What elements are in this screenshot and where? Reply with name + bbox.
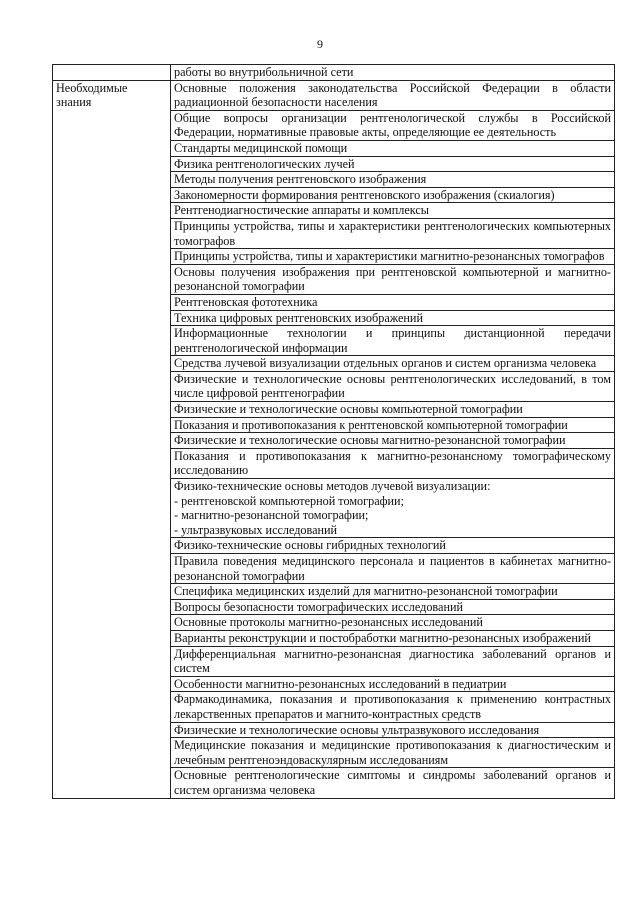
methods-subitem: - магнитно-резонансной томографии; <box>174 508 369 523</box>
knowledge-item: Физические и технологические основы ультразвукового исследования <box>171 722 615 738</box>
knowledge-item: Фармакодинамика, показания и противопоказания к применению контрастных лекарственных препаратов и магнито-контрастных средств <box>171 692 615 722</box>
methods-subitem: - рентгеновской компьютерной томографии; <box>174 493 404 508</box>
knowledge-item: Рентгенодиагностические аппараты и комплексы <box>171 203 615 219</box>
continuation-text: работы во внутрибольничной сети <box>171 65 615 81</box>
section-label <box>53 80 171 798</box>
knowledge-item: Физические и технологические основы магнитно-резонансной томографии <box>171 433 615 449</box>
knowledge-item: Дифференциальная магнитно-резонансная диагностика заболеваний органов и систем <box>171 646 615 676</box>
knowledge-item: Вопросы безопасности томографических исследований <box>171 599 615 615</box>
knowledge-item: Физика рентгенологических лучей <box>171 156 615 172</box>
knowledge-item: Техника цифровых рентгеновских изображений <box>171 310 615 326</box>
knowledge-item: Медицинские показания и медицинские противопоказания к диагностическим и лечебным рентгеноэндоваскулярным исследованиям <box>171 738 615 768</box>
knowledge-item: Закономерности формирования рентгеновского изображения (скиалогия) <box>171 187 615 203</box>
knowledge-item: Методы получения рентгеновского изображения <box>171 172 615 188</box>
table-row <box>53 65 615 81</box>
knowledge-item: Рентгеновская фототехника <box>171 294 615 310</box>
empty-label-cell <box>53 65 171 81</box>
table-row <box>53 80 615 110</box>
section-label-line: Необходимые <box>56 80 128 95</box>
knowledge-item: Принципы устройства, типы и характеристики магнитно-резонансных томографов <box>171 249 615 265</box>
knowledge-item: Варианты реконструкции и постобработки магнитно-резонансных изображений <box>171 630 615 646</box>
knowledge-item: Показания и противопоказания к магнитно-резонансному томографическому исследованию <box>171 448 615 478</box>
knowledge-item: Физические и технологические основы рентгенологических исследований, в том числе цифровой рентгенографии <box>171 371 615 401</box>
knowledge-item: Основы получения изображения при рентгеновской компьютерной и магнитно-резонансной томографии <box>171 264 615 294</box>
knowledge-item: Показания и противопоказания к рентгеновской компьютерной томографии <box>171 417 615 433</box>
knowledge-item: Специфика медицинских изделий для магнитно-резонансной томографии <box>171 584 615 600</box>
knowledge-item: Основные рентгенологические симптомы и синдромы заболеваний органов и систем организма человека <box>171 768 615 798</box>
knowledge-item: Стандарты медицинской помощи <box>171 140 615 156</box>
methods-subitem: - ультразвуковых исследований <box>174 522 338 537</box>
knowledge-item: Физико-технические основы гибридных технологий <box>171 538 615 554</box>
knowledge-item-methods <box>171 479 615 538</box>
page-number: 9 <box>317 37 323 51</box>
knowledge-item: Физические и технологические основы компьютерной томографии <box>171 402 615 418</box>
knowledge-item: Особенности магнитно-резонансных исследований в педиатрии <box>171 676 615 692</box>
knowledge-item: Принципы устройства, типы и характеристики рентгенологических компьютерных томографов <box>171 218 615 248</box>
competency-table <box>52 64 615 799</box>
knowledge-item: Основные положения законодательства Российской Федерации в области радиационной безопасности населения <box>171 80 615 110</box>
knowledge-item: Информационные технологии и принципы дистанционной передачи рентгенологической информации <box>171 326 615 356</box>
knowledge-item: Средства лучевой визуализации отдельных органов и систем организма человека <box>171 356 615 372</box>
methods-intro: Физико-технические основы методов лучевой визуализации: <box>174 479 491 494</box>
knowledge-item: Общие вопросы организации рентгенологической службы в Российской Федерации, нормативные правовые акты, определяющие ее деятельность <box>171 110 615 140</box>
knowledge-item: Правила поведения медицинского персонала и пациентов в кабинетах магнитно-резонансной томографии <box>171 554 615 584</box>
section-label-line: знания <box>56 95 92 110</box>
knowledge-item: Основные протоколы магнитно-резонансных исследований <box>171 615 615 631</box>
